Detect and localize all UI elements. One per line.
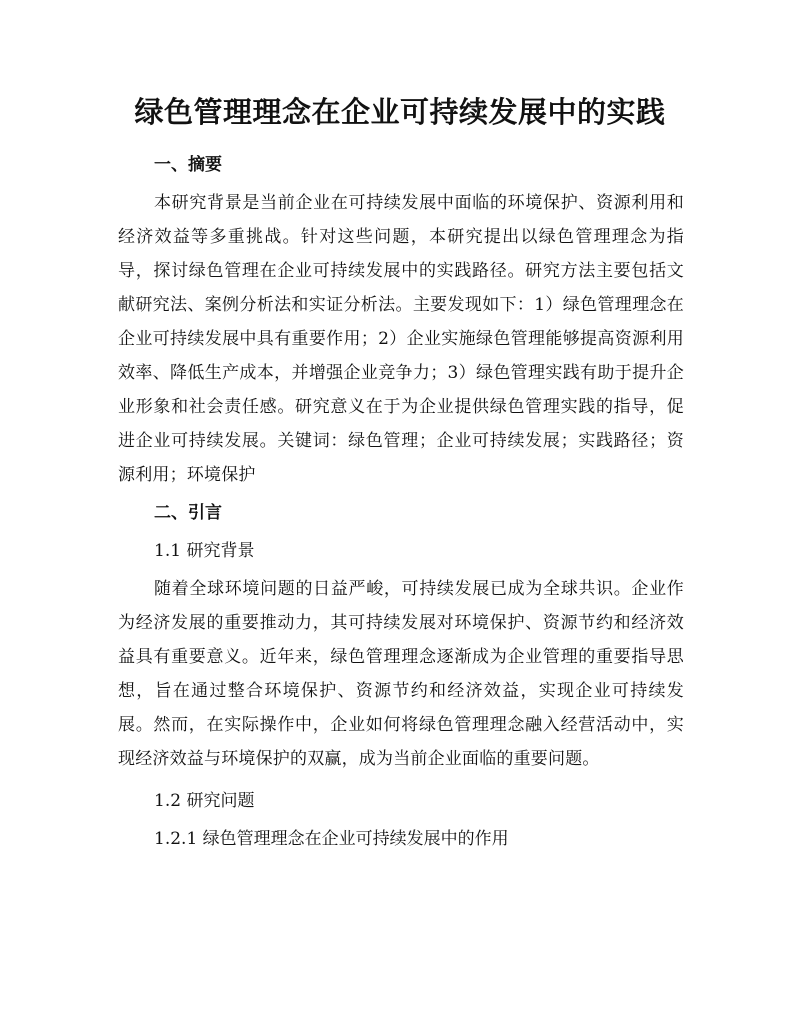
- subheading-research-background: 1.1 研究背景: [154, 541, 255, 561]
- document-body: [118, 148, 684, 856]
- document-title: 绿色管理理念在企业可持续发展中的实践: [134, 95, 666, 129]
- background-paragraph: 随着全球环境问题的日益严峻，可持续发展已成为全球共识。企业作为经济发展的重要推动力，其可持续发展对环境保护、资源节约和经济效益具有重要意义。近年来，绿色管理理念逐渐成为企业管理的重要指导思想，旨在通过整合环境保护、资源节约和经济效益，实现企业可持续发展。然而，在实际操作中，企业如何将绿色管理理念融入经营活动中，实现经济效益与环境保护的双赢，成为当前企业面临的重要问题。: [118, 579, 684, 769]
- abstract-paragraph: 本研究背景是当前企业在可持续发展中面临的环境保护、资源利用和经济效益等多重挑战。针对这些问题，本研究提出以绿色管理理念为指导，探讨绿色管理在企业可持续发展中的实践路径。研究方法主要包括文献研究法、案例分析法和实证分析法。主要发现如下：1）绿色管理理念在企业可持续发展中具有重要作用；2）企业实施绿色管理能够提高资源利用效率、降低生产成本，并增强企业竞争力；3）绿色管理实践有助于提升企业形象和社会责任感。研究意义在于为企业提供绿色管理实践的指导，促进企业可持续发展。关键词：绿色管理；企业可持续发展；实践路径；资源利用；环境保护: [118, 193, 684, 485]
- subheading-research-questions: 1.2 研究问题: [154, 791, 255, 811]
- abstract-heading: 一、摘要: [154, 155, 222, 175]
- intro-heading: 二、引言: [154, 503, 222, 523]
- subheading-green-management-role: 1.2.1 绿色管理理念在企业可持续发展中的作用: [154, 829, 509, 849]
